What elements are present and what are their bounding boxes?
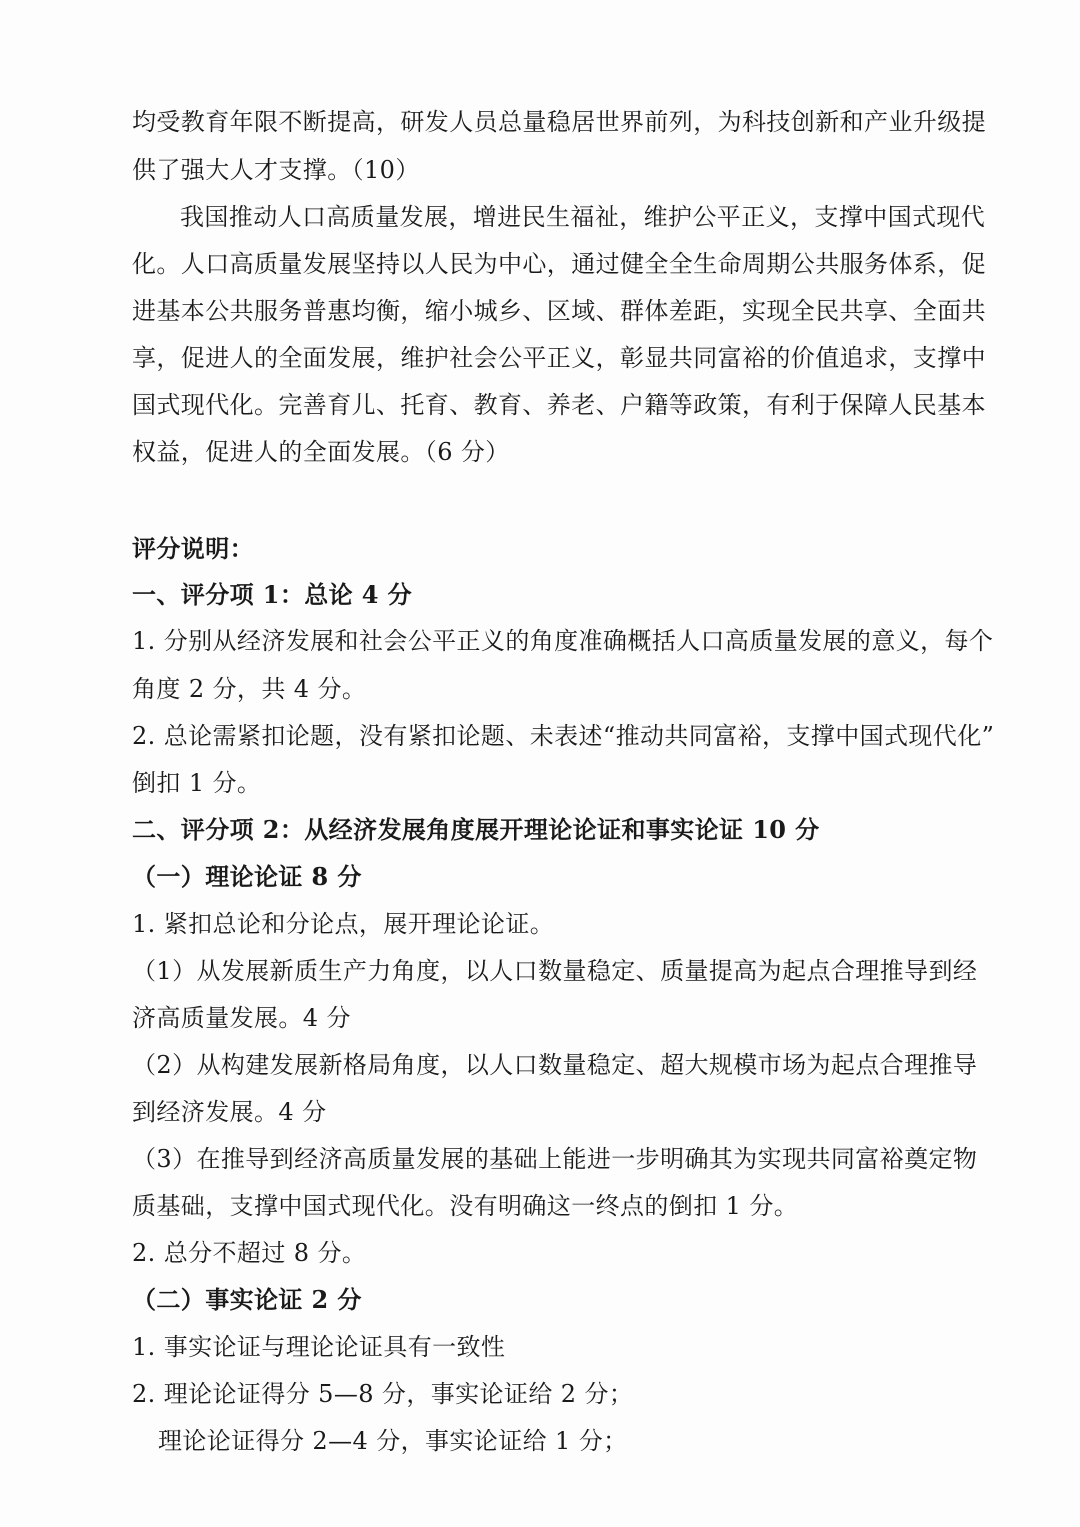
paragraph-line: 理论论证得分 2—4 分，事实论证给 1 分； [158,1427,628,1455]
paragraph-line: 进基本公共服务普惠均衡，缩小城乡、区域、群体差距，实现全民共享、全面共 [132,297,986,325]
paragraph-line: 质基础，支撑中国式现代化。没有明确这一终点的倒扣 1 分。 [132,1192,799,1220]
subsection-heading: （二）事实论证 2 分 [132,1285,362,1314]
paragraph-line: （3）在推导到经济高质量发展的基础上能进一步明确其为实现共同富裕奠定物 [132,1145,978,1173]
paragraph-line: 2. 理论论证得分 5—8 分，事实论证给 2 分； [132,1380,634,1408]
paragraph-line: 济高质量发展。4 分 [132,1004,351,1032]
paragraph-line: （1）从发展新质生产力角度，以人口数量稳定、质量提高为起点合理推导到经 [132,957,978,985]
paragraph-line: 化。人口高质量发展坚持以人民为中心，通过健全全生命周期公共服务体系，促 [132,250,986,278]
section-heading: 一、评分项 1：总论 4 分 [132,580,413,609]
paragraph-line: 我国推动人口高质量发展，增进民生福祉，维护公平正义，支撑中国式现代 [180,203,986,231]
paragraph-line: 1. 事实论证与理论论证具有一致性 [132,1333,506,1361]
paragraph-line: 1. 分别从经济发展和社会公平正义的角度准确概括人口高质量发展的意义，每个 [132,627,994,655]
paragraph-line: 国式现代化。完善育儿、托育、教育、养老、户籍等政策，有利于保障人民基本 [132,391,986,419]
paragraph-line: 权益，促进人的全面发展。（6 分） [132,438,510,466]
paragraph-line: 均受教育年限不断提高，研发人员总量稳居世界前列，为科技创新和产业升级提 [132,108,986,136]
paragraph-line: 2. 总分不超过 8 分。 [132,1239,367,1267]
paragraph-line: 供了强大人才支撑。（10） [132,156,420,184]
paragraph-line: 享，促进人的全面发展，维护社会公平正义，彰显共同富裕的价值追求，支撑中 [132,344,986,372]
paragraph-line: 2. 总论需紧扣论题，没有紧扣论题、未表述“推动共同富裕，支撑中国式现代化” [132,722,995,750]
paragraph-line: 角度 2 分，共 4 分。 [132,675,367,703]
section-heading: 评分说明： [132,534,254,563]
paragraph-line: 到经济发展。4 分 [132,1098,327,1126]
paragraph-line: （2）从构建发展新格局角度，以人口数量稳定、超大规模市场为起点合理推导 [132,1051,978,1079]
paragraph-line: 倒扣 1 分。 [132,769,262,797]
section-heading: 二、评分项 2：从经济发展角度展开理论论证和事实论证 10 分 [132,815,820,844]
paragraph-line: 1. 紧扣总论和分论点，展开理论论证。 [132,910,555,938]
subsection-heading: （一）理论论证 8 分 [132,862,362,891]
